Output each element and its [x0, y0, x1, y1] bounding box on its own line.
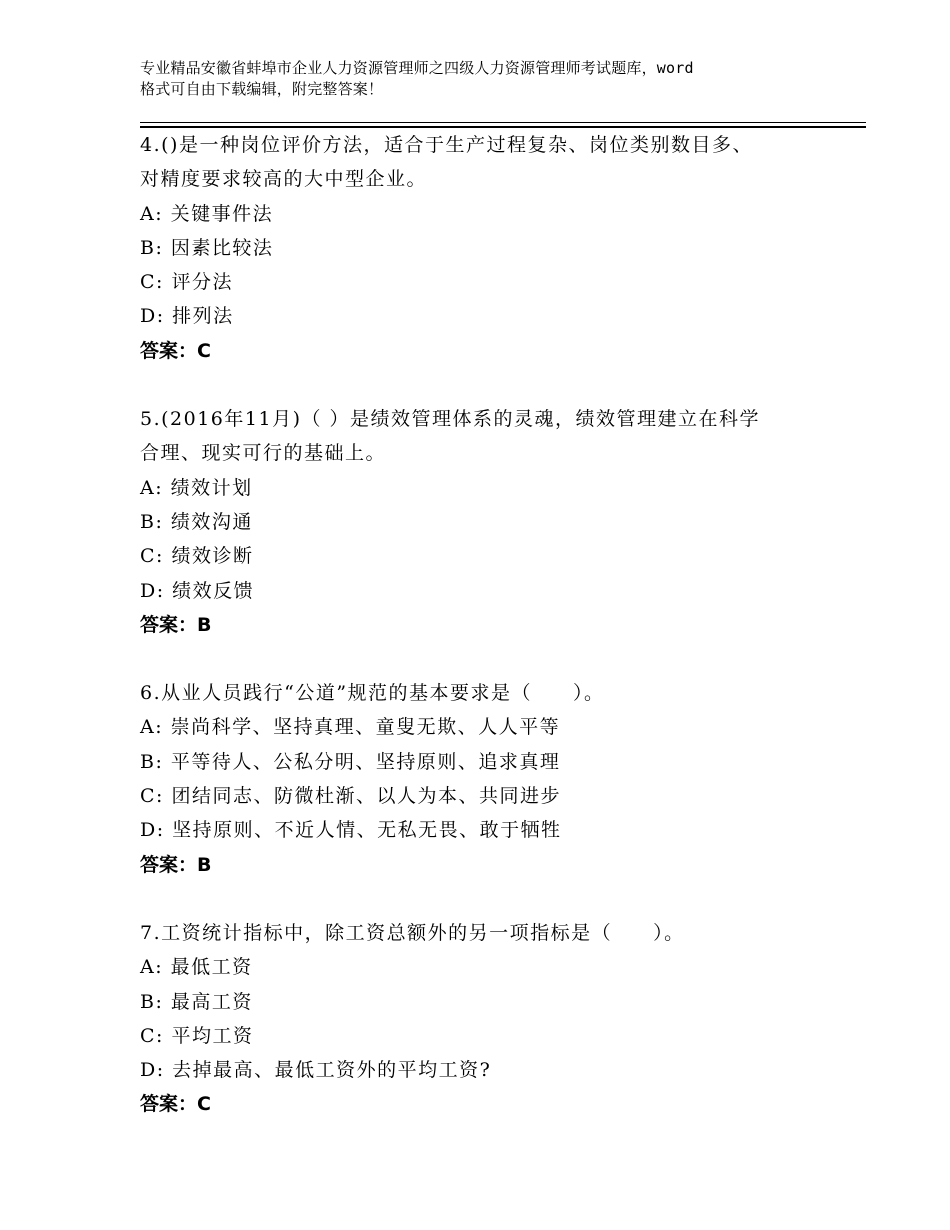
question-stem-line: 5.(2016年11月)（ ）是绩效管理体系的灵魂，绩效管理建立在科学 [140, 408, 761, 431]
question-stem-line: 对精度要求较高的大中型企业。 [140, 168, 428, 191]
option-d: D: 绩效反馈 [140, 579, 255, 602]
option-a: A: 最低工资 [140, 956, 253, 979]
option-a: A: 崇尚科学、坚持真理、童叟无欺、人人平等 [140, 716, 561, 739]
answer-label: 答案：B [140, 613, 212, 636]
header-line-2: 格式可自由下载编辑，附完整答案！ [140, 80, 384, 98]
question-stem-line: 7.工资统计指标中，除工资总额外的另一项指标是（ ）。 [140, 921, 685, 944]
question-stem-line: 6.从业人员践行“公道”规范的基本要求是（ ）。 [140, 682, 605, 705]
question-7 [140, 916, 820, 1122]
question-spacer [140, 642, 820, 676]
option-b: B: 因素比较法 [140, 236, 274, 259]
question-6 [140, 676, 820, 882]
option-c: C: 评分法 [140, 271, 233, 294]
document-header [140, 58, 840, 100]
question-5 [140, 402, 820, 642]
option-b: B: 绩效沟通 [140, 510, 253, 533]
option-b: B: 平等待人、公私分明、坚持原则、追求真理 [140, 750, 561, 773]
option-c: C: 绩效诊断 [140, 545, 254, 568]
question-list [140, 128, 820, 1122]
option-d: D: 去掉最高、最低工资外的平均工资? [140, 1059, 492, 1082]
question-spacer [140, 368, 820, 402]
option-c: C: 平均工资 [140, 1024, 254, 1047]
answer-label: 答案：C [140, 1093, 211, 1116]
option-d: D: 排列法 [140, 305, 234, 328]
question-4 [140, 128, 820, 368]
question-stem-line: 4.()是一种岗位评价方法，适合于生产过程复杂、岗位类别数目多、 [140, 134, 753, 156]
header-line-1: 专业精品安徽省蚌埠市企业人力资源管理师之四级人力资源管理师考试题库，word [140, 59, 694, 77]
header-divider-thin [140, 122, 866, 123]
question-stem-line: 合理、现实可行的基础上。 [140, 442, 387, 465]
answer-label: 答案：B [140, 853, 212, 876]
option-a: A: 绩效计划 [140, 476, 253, 499]
option-b: B: 最高工资 [140, 990, 253, 1013]
option-a: A: 关键事件法 [140, 202, 274, 225]
question-spacer [140, 882, 820, 916]
answer-label: 答案：C [140, 339, 211, 362]
option-c: C: 团结同志、防微杜渐、以人为本、共同进步 [140, 785, 561, 808]
option-d: D: 坚持原则、不近人情、无私无畏、敢于牺牲 [140, 819, 562, 842]
